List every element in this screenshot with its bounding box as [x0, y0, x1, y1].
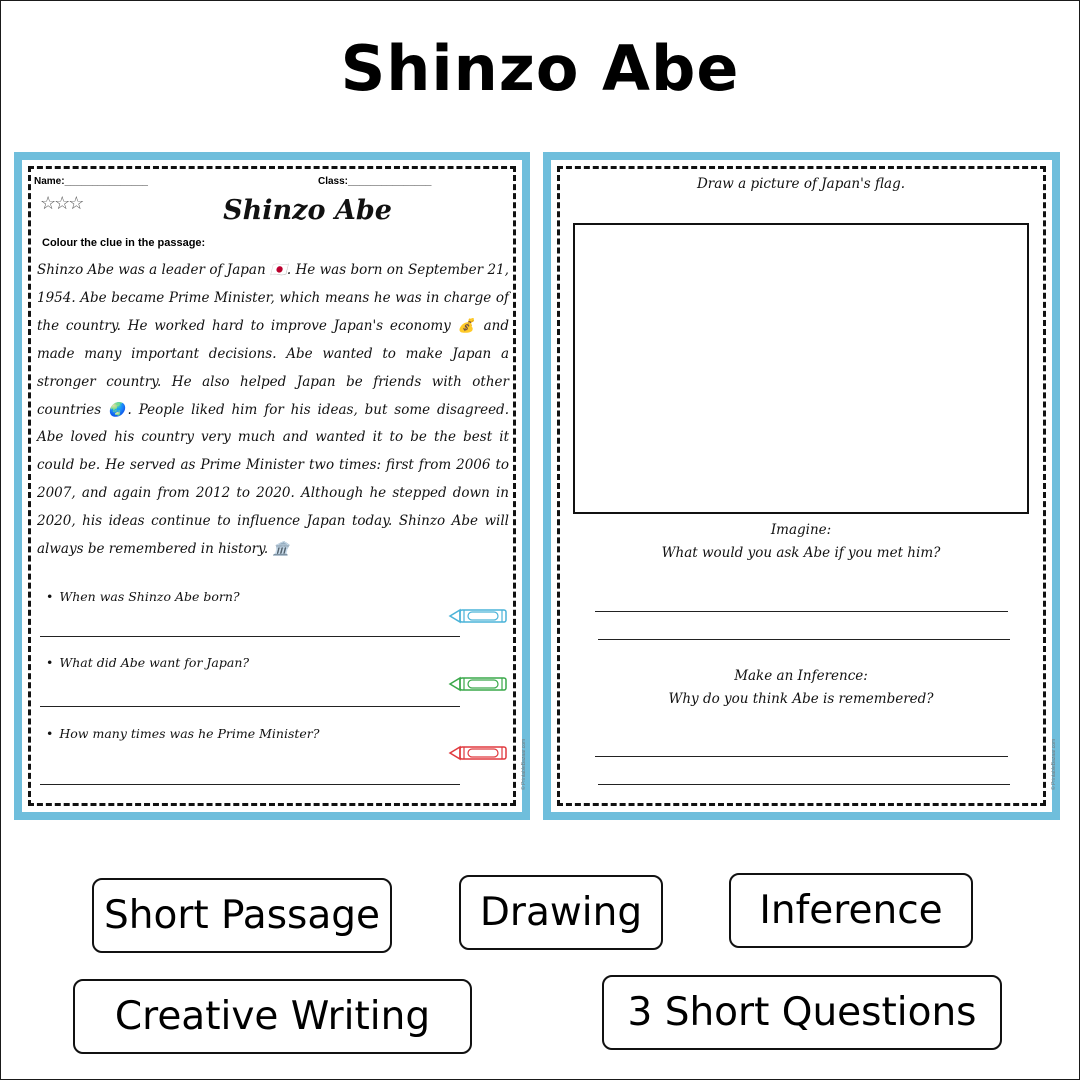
question-2-text: What did Abe want for Japan?	[59, 655, 250, 670]
crayon-green-icon	[448, 675, 510, 693]
class-field-label: Class:_______________	[318, 176, 432, 187]
worksheet-title: Shinzo Abe	[223, 195, 392, 226]
draw-prompt: Draw a picture of Japan's flag.	[696, 176, 906, 192]
answer-line-1[interactable]	[40, 636, 460, 637]
inference-answer-line-1[interactable]	[595, 756, 1008, 757]
inference-answer-line-2[interactable]	[598, 784, 1010, 785]
name-field-label: Name:_______________	[34, 176, 148, 187]
imagine-question: What would you ask Abe if you met him?	[661, 545, 941, 561]
inference-heading: Make an Inference:	[734, 668, 868, 684]
bullet: •	[46, 726, 54, 741]
drawing-box[interactable]	[573, 223, 1029, 514]
bullet: •	[46, 589, 54, 604]
answer-line-2[interactable]	[40, 706, 460, 707]
tag-short-questions: 3 Short Questions	[602, 975, 1002, 1050]
inference-question: Why do you think Abe is remembered?	[668, 691, 934, 707]
instruction-text: Colour the clue in the passage:	[42, 237, 206, 249]
rating-stars-icon: ☆☆☆	[40, 193, 83, 213]
question-3-text: How many times was he Prime Minister?	[59, 726, 320, 741]
page-title: Shinzo Abe	[340, 32, 740, 105]
imagine-answer-line-1[interactable]	[595, 611, 1008, 612]
crayon-blue-icon	[448, 607, 510, 625]
credit-text: © PrintableBazaar.com	[521, 738, 527, 790]
credit-text: © PrintableBazaar.com	[1051, 738, 1057, 790]
imagine-answer-line-2[interactable]	[598, 639, 1010, 640]
crayon-red-icon	[448, 744, 510, 762]
imagine-heading: Imagine:	[770, 522, 832, 538]
question-2	[46, 655, 249, 670]
question-3	[46, 726, 319, 741]
answer-line-3[interactable]	[40, 784, 460, 785]
bullet: •	[46, 655, 54, 670]
tag-inference: Inference	[729, 873, 973, 948]
question-1	[46, 589, 240, 604]
reading-passage: Shinzo Abe was a leader of Japan 🇯🇵. He was born on September 21, 1954. Abe became Prime Minister, which means he was in charge of the country. He worked hard to improve Japan's economy 💰 and made many important decisions. Abe wanted to make Japan a stronger country. He also helped Japan be friends with other countries 🌏. People liked him for his ideas, but some disagreed. Abe loved his country very much and wanted it to be the best it could be. He served as Prime Minister two times: first from 2006 to 2007, and again from 2012 to 2020. Although he stepped down in 2020, his ideas continue to influence Japan today. Shinzo Abe will always be remembered in history. 🏛️	[37, 262, 509, 558]
question-1-text: When was Shinzo Abe born?	[59, 589, 240, 604]
tag-creative-writing: Creative Writing	[73, 979, 472, 1054]
tag-short-passage: Short Passage	[92, 878, 392, 953]
tag-drawing: Drawing	[459, 875, 663, 950]
